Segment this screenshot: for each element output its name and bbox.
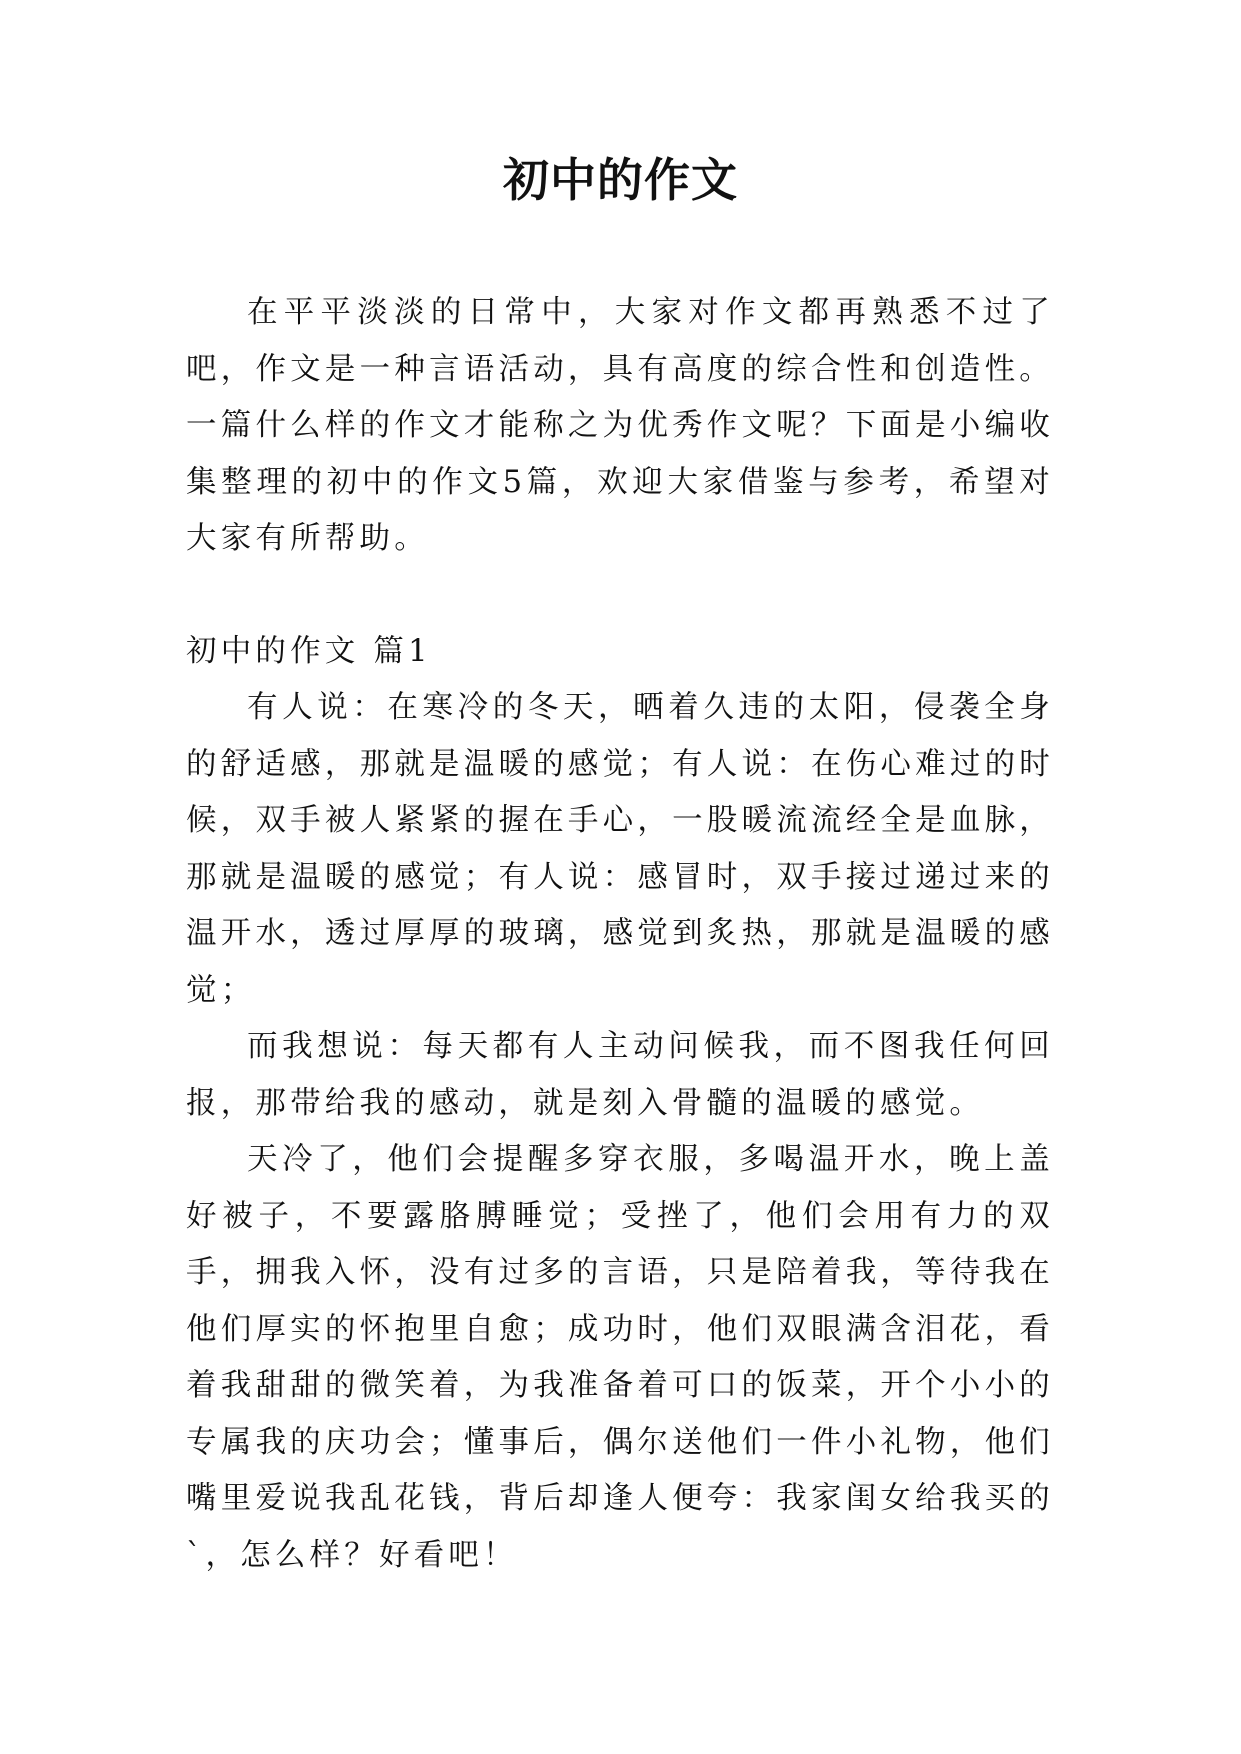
document-body xyxy=(186,285,1054,1584)
body-paragraph-3: 天冷了，他们会提醒多穿衣服，多喝温开水，晚上盖好被子，不要露胳膊睡觉；受挫了，他们会用有力的双手，拥我入怀，没有过多的言语，只是陪着我，等待我在他们厚实的怀抱里自愈；成功时，他们双眼满含泪花，看着我甜甜的微笑着，为我准备着可口的饭菜，开个小小的专属我的庆功会；懂事后，偶尔送他们一件小礼物，他们嘴里爱说我乱花钱，背后却逢人便夸：我家闺女给我买的`，怎么样？好看吧！ xyxy=(186,1142,1054,1573)
intro-paragraph: 在平平淡淡的日常中，大家对作文都再熟悉不过了吧，作文是一种言语活动，具有高度的综合性和创造性。一篇什么样的作文才能称之为优秀作文呢？下面是小编收集整理的初中的作文5篇，欢迎大家借鉴与参考，希望对大家有所帮助。 xyxy=(186,295,1054,556)
body-paragraph-1: 有人说：在寒冷的冬天，晒着久违的太阳，侵袭全身的舒适感，那就是温暖的感觉；有人说：在伤心难过的时候，双手被人紧紧的握在手心，一股暖流流经全是血脉，那就是温暖的感觉；有人说：感冒时，双手接过递过来的温开水，透过厚厚的玻璃，感觉到炙热，那就是温暖的感觉； xyxy=(186,690,1054,1008)
section-heading: 初中的作文 篇1 xyxy=(186,633,432,669)
document-title: 初中的作文 xyxy=(503,153,738,207)
body-paragraph-2: 而我想说：每天都有人主动问候我，而不图我任何回报，那带给我的感动，就是刻入骨髓的温暖的感觉。 xyxy=(186,1029,1054,1121)
spacer xyxy=(186,568,1054,624)
